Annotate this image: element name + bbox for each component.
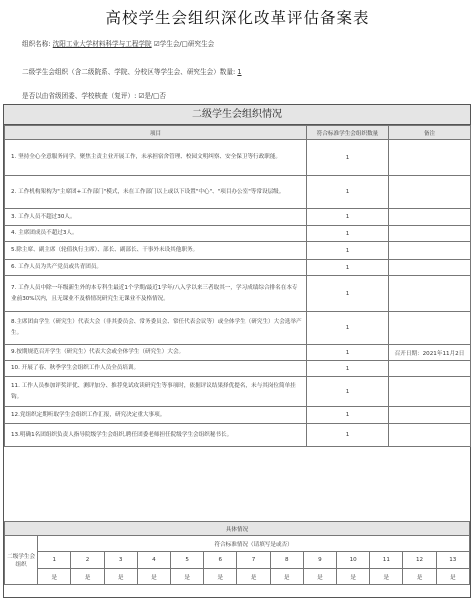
criteria-row <box>5 312 471 345</box>
criteria-row <box>5 377 471 407</box>
criteria-item-text: 8.主席团由学生（研究生）代表大会（非其委员会、常务委员会、常任代表会议等）或全体学生（研究生）大会选举产生。 <box>5 312 307 345</box>
criteria-count-value: 1 <box>307 276 389 312</box>
criteria-number-cell: 8 <box>270 552 303 569</box>
criteria-count-value: 1 <box>307 424 389 447</box>
criteria-note: 召开日期：2021年11月2日 <box>389 345 471 361</box>
criteria-item-text: 5.除主席、副主席（轮值执行主席）、部长、副部长、干事外未设其他职务。 <box>5 242 307 260</box>
criteria-count-value: 1 <box>307 345 389 361</box>
verified-line: 是否以由省级团委、学校核查（复评）: ☑是/□否 <box>22 92 166 100</box>
criteria-note <box>389 260 471 276</box>
criteria-answer-cell: 是 <box>71 569 104 585</box>
criteria-row <box>5 242 471 260</box>
criteria-number-cell: 5 <box>171 552 204 569</box>
section-title: 二级学生会组织情况 <box>4 105 470 125</box>
criteria-answer-cell: 是 <box>303 569 336 585</box>
specific-match-label: 符合标准情况（请填写是或否） <box>38 536 470 552</box>
criteria-note <box>389 407 471 424</box>
criteria-count-value: 1 <box>307 361 389 377</box>
criteria-count-value: 1 <box>307 209 389 226</box>
criteria-item-text: 9.按期规范召开学生（研究生）代表大会或全体学生（研究生）大会。 <box>5 345 307 361</box>
criteria-table <box>4 125 471 447</box>
org-count-line <box>22 66 242 76</box>
criteria-count-value: 1 <box>307 140 389 176</box>
criteria-note <box>389 226 471 242</box>
criteria-answer-cell: 是 <box>171 569 204 585</box>
criteria-row <box>5 260 471 276</box>
org-name-label: 组织名称: <box>22 40 51 48</box>
criteria-note <box>389 424 471 447</box>
criteria-number-cell: 7 <box>237 552 270 569</box>
criteria-row <box>5 407 471 424</box>
org-count-value: 1 <box>237 68 242 76</box>
criteria-row <box>5 424 471 447</box>
criteria-row <box>5 276 471 312</box>
specific-section <box>4 521 470 585</box>
criteria-note <box>389 377 471 407</box>
criteria-row <box>5 226 471 242</box>
specific-number-row <box>5 552 470 569</box>
criteria-number-cell: 13 <box>436 552 469 569</box>
col-note-header: 备注 <box>389 126 471 140</box>
criteria-note <box>389 242 471 260</box>
criteria-answer-cell: 是 <box>270 569 303 585</box>
criteria-note <box>389 312 471 345</box>
specific-label: 具体情况 <box>5 522 470 536</box>
criteria-row <box>5 345 471 361</box>
assessment-table-frame <box>3 104 471 598</box>
criteria-count-value: 1 <box>307 377 389 407</box>
specific-label-row <box>5 522 470 536</box>
criteria-note <box>389 361 471 377</box>
criteria-answer-cell: 是 <box>104 569 137 585</box>
form-title: 高校学生会组织深化改革评估备案表 <box>105 9 370 27</box>
org-count-label: 二级学生会组织（含二级院系、学院、分校区等学生会、研究生会）数量: <box>22 68 236 76</box>
org-type-checkbox: ☑学生会/□研究生会 <box>153 40 215 48</box>
criteria-item-text: 6. 工作人员为共产党员或共青团员。 <box>5 260 307 276</box>
criteria-item-text: 13.明确1名团组织负责人指导院级学生会组织,聘任团委老师担任院级学生会组织秘书长。 <box>5 424 307 447</box>
criteria-answer-cell: 是 <box>38 569 71 585</box>
criteria-answer-cell: 是 <box>403 569 436 585</box>
criteria-row <box>5 176 471 209</box>
criteria-answer-cell: 是 <box>237 569 270 585</box>
criteria-note <box>389 176 471 209</box>
criteria-answer-cell: 是 <box>436 569 469 585</box>
col-item-header: 项目 <box>5 126 307 140</box>
criteria-item-text: 7. 工作人员中除一年级新生外的本专科生最近1个学期/最近1学年/八入学以来三者取其一，学习成绩综合排名在本专业前30%以内，且无课业不及格情况研究生无课业不及格情况。 <box>5 276 307 312</box>
criteria-number-cell: 1 <box>38 552 71 569</box>
criteria-note <box>389 276 471 312</box>
criteria-count-value: 1 <box>307 260 389 276</box>
criteria-note <box>389 209 471 226</box>
criteria-answer-cell: 是 <box>137 569 170 585</box>
criteria-number-cell: 6 <box>204 552 237 569</box>
criteria-number-cell: 12 <box>403 552 436 569</box>
col-count-header: 符合标准学生会组织数量 <box>307 126 389 140</box>
specific-header-row <box>5 536 470 552</box>
criteria-item-text: 11. 工作人员参加评奖评优、测评加分、推荐免试攻读研究生等事项时，依据评议结果择优提名，未与其岗位简单挂钩。 <box>5 377 307 407</box>
criteria-number-cell: 4 <box>137 552 170 569</box>
criteria-count-value: 1 <box>307 312 389 345</box>
criteria-answer-cell: 是 <box>337 569 370 585</box>
specific-answer-row <box>5 569 470 585</box>
criteria-number-cell: 9 <box>303 552 336 569</box>
criteria-number-cell: 11 <box>370 552 403 569</box>
criteria-number-cell: 2 <box>71 552 104 569</box>
criteria-count-value: 1 <box>307 407 389 424</box>
criteria-item-text: 12.党组织定期听取学生会组织工作汇报，研究决定重大事项。 <box>5 407 307 424</box>
criteria-answer-cell: 是 <box>370 569 403 585</box>
criteria-item-text: 3. 工作人员不超过30人。 <box>5 209 307 226</box>
criteria-item-text: 10. 开展了春、秋季学生会组织工作人员全员培训。 <box>5 361 307 377</box>
org-info-line <box>22 38 214 48</box>
criteria-header-row <box>5 126 471 140</box>
criteria-row <box>5 209 471 226</box>
criteria-item-text: 2. 工作机构架构为"主席团+工作部门"模式，未在工作部门以上或以下设置"中心"、"项目办公室"等常设层级。 <box>5 176 307 209</box>
criteria-count-value: 1 <box>307 176 389 209</box>
specific-table <box>4 521 470 585</box>
criteria-item-text: 1. 坚持全心全意服务同学，聚焦主责主业开展工作，未承担宿舍管理、校园文明纠察、安全保卫等行政职能。 <box>5 140 307 176</box>
org-name-value: 沈阳工业大学材料科学与工程学院 <box>52 40 152 48</box>
criteria-count-value: 1 <box>307 242 389 260</box>
criteria-number-cell: 10 <box>337 552 370 569</box>
criteria-count-value: 1 <box>307 226 389 242</box>
criteria-note <box>389 140 471 176</box>
specific-org-label: 二级学生会组织 <box>5 536 38 585</box>
criteria-row <box>5 361 471 377</box>
criteria-number-cell: 3 <box>104 552 137 569</box>
criteria-answer-cell: 是 <box>204 569 237 585</box>
criteria-row <box>5 140 471 176</box>
criteria-item-text: 4. 主席团成员不超过3人。 <box>5 226 307 242</box>
